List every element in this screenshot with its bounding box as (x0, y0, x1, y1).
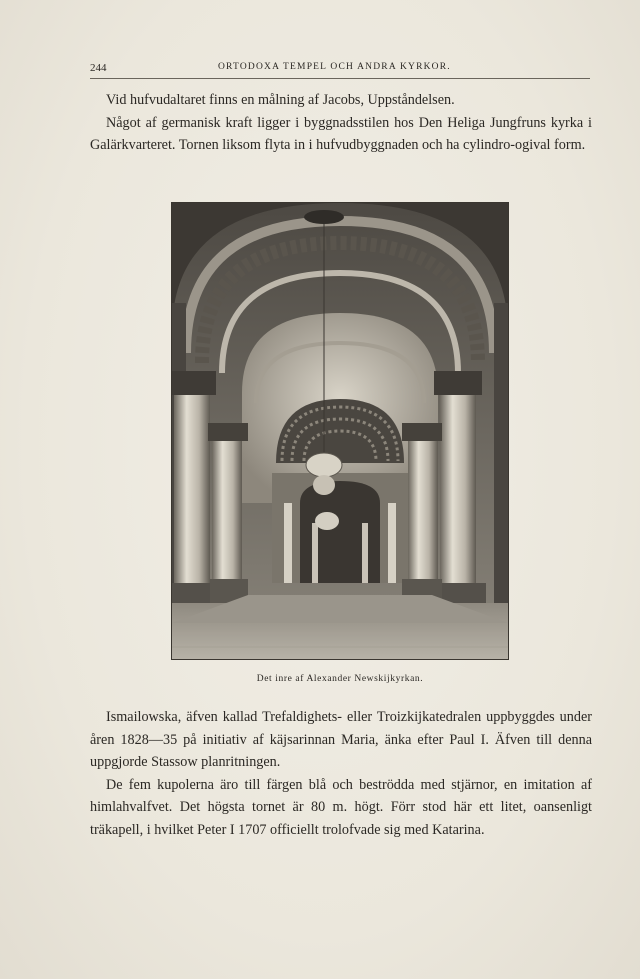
running-title: ORTODOXA TEMPEL OCH ANDRA KYRKOR. (218, 62, 451, 72)
paragraph: De fem kupolerna äro till färgen blå och beströdda med stjärnor, en imitation af himlahvalfvet. Det högsta tornet är 80 m. högt. Förr stod här ett litet, oansenligt träkapell, i hvilket Peter I 1707 officiellt trolofvade sig med Katarina. (90, 776, 592, 838)
text-block-top (90, 89, 592, 157)
church-interior-photo (171, 202, 509, 660)
page-number: 244 (90, 62, 107, 74)
figure-caption: Det inre af Alexander Newskijkyrkan. (256, 674, 424, 684)
paragraph: Något af germanisk kraft ligger i byggnadsstilen hos Den Heliga Jungfruns kyrka i Galärkvarteret. Tornen liksom flyta in i hufvudbyggnaden och ha cylindro-ogival form. (90, 114, 592, 153)
paragraph: Vid hufvudaltaret finns en målning af Jacobs, Uppståndelsen. (106, 92, 455, 108)
text-block-bottom (90, 706, 592, 841)
church-interior-illustration (172, 203, 508, 659)
running-head (90, 60, 590, 79)
paragraph: Ismailowska, äfven kallad Trefaldighets- eller Troizkijkatedralen uppbyggdes under åren 1828—35 på initiativ af käjsarinnan Maria, änka efter Paul I. Äfven till denna uppgjorde Stassow planritningen. (90, 709, 592, 770)
